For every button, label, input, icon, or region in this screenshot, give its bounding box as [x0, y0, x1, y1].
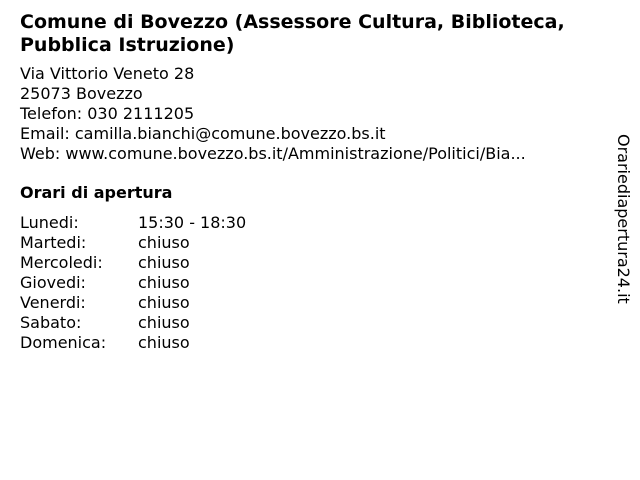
day-hours: chiuso — [138, 253, 190, 272]
page-title: Comune di Bovezzo (Assessore Cultura, Biblioteca, Pubblica Istruzione) — [20, 11, 565, 56]
day-label: Venerdi: — [20, 293, 86, 312]
day-label: Mercoledi: — [20, 253, 103, 272]
day-hours: chiuso — [138, 313, 190, 332]
day-hours: chiuso — [138, 273, 190, 292]
city-line: 25073 Bovezzo — [20, 84, 143, 103]
phone-label: Telefon: — [20, 104, 83, 123]
day-hours: 15:30 - 18:30 — [138, 213, 247, 232]
web-link[interactable]: www.comune.bovezzo.bs.it/Amministrazione/Politici/Bia... — [65, 144, 526, 163]
email-line — [20, 124, 526, 144]
hours-heading: Orari di apertura — [20, 183, 173, 202]
day-label: Lunedi: — [20, 213, 79, 232]
phone-line — [20, 104, 526, 124]
day-label: Giovedi: — [20, 273, 86, 292]
day-hours: chiuso — [138, 233, 190, 252]
site-brand-watermark[interactable]: Orariediapertura24.it — [614, 134, 633, 304]
phone-link[interactable]: 030 2111205 — [87, 104, 195, 123]
day-hours: chiuso — [138, 333, 190, 352]
day-hours: chiuso — [138, 293, 190, 312]
email-link[interactable]: camilla.bianchi@comune.bovezzo.bs.it — [74, 124, 386, 143]
web-label: Web: — [20, 144, 61, 163]
email-label: Email: — [20, 124, 70, 143]
web-line — [20, 144, 526, 164]
contact-block — [20, 64, 526, 164]
day-label: Martedi: — [20, 233, 87, 252]
day-label: Sabato: — [20, 313, 82, 332]
address-line: Via Vittorio Veneto 28 — [20, 64, 195, 83]
day-label: Domenica: — [20, 333, 107, 352]
